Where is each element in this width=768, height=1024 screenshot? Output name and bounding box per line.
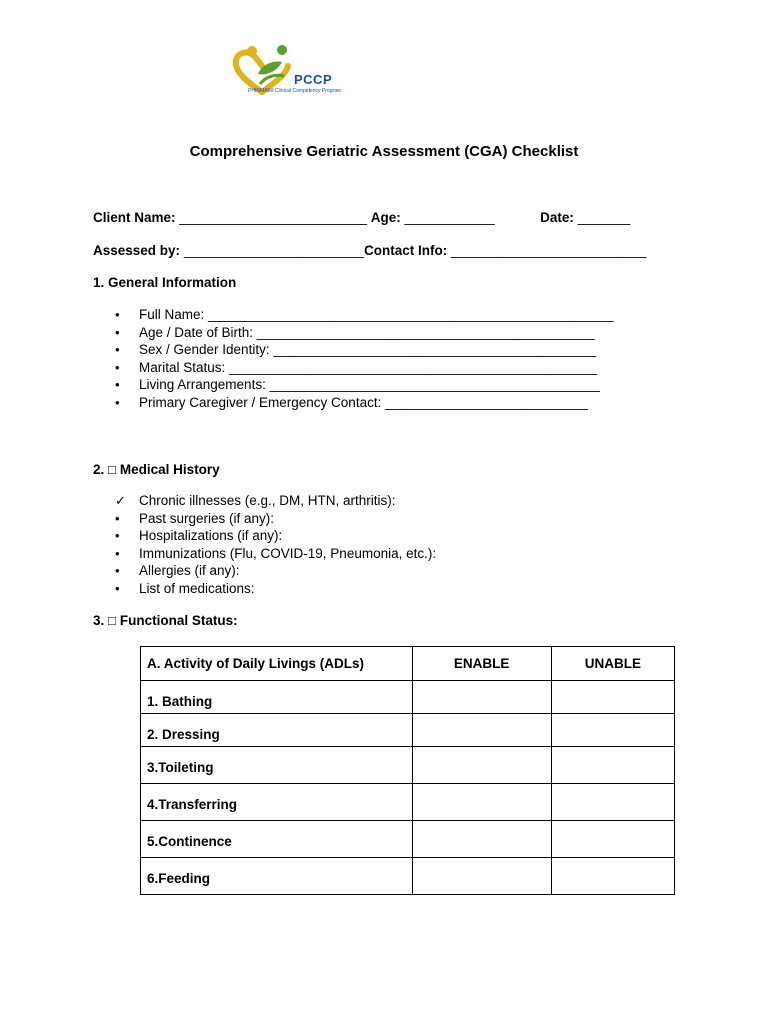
list-item: • Age / Date of Birth: _____________________________________________ [115, 324, 595, 340]
enable-cell[interactable] [412, 714, 551, 747]
contact-info-label: Contact Info: [364, 243, 448, 258]
enable-cell[interactable] [412, 821, 551, 858]
checkmark-icon: ✓ [115, 493, 126, 508]
table-header-row [141, 647, 675, 681]
age-label: Age: [370, 210, 401, 225]
list-item: • Sex / Gender Identity: ___________________________________________ [115, 342, 597, 358]
list-item: ✓ Chronic illnesses (e.g., DM, HTN, arthritis): [115, 493, 396, 508]
client-name-label: Client Name: [93, 210, 176, 225]
enable-header: ENABLE [412, 647, 551, 681]
list-item: • Allergies (if any): [115, 563, 240, 579]
bullet-icon: • [115, 377, 120, 393]
list-item: • Hospitalizations (if any): [115, 528, 283, 544]
unable-cell[interactable] [551, 858, 674, 895]
contact-info-field[interactable]: __________________________ [451, 243, 647, 258]
bullet-icon: • [115, 307, 120, 322]
table-row [141, 714, 675, 747]
enable-cell[interactable] [412, 681, 551, 714]
adl-item: 5.Continence [141, 821, 413, 858]
list-item: • Marital Status: _________________________________________________ [115, 359, 597, 375]
adl-table [140, 646, 675, 895]
enable-cell[interactable] [412, 858, 551, 895]
client-info-row [93, 210, 630, 225]
unable-cell[interactable] [551, 714, 674, 747]
table-row [141, 858, 675, 895]
assessor-row [93, 243, 646, 258]
table-row [141, 821, 675, 858]
unable-cell[interactable] [551, 784, 674, 821]
assessed-by-label: Assessed by: [93, 243, 181, 258]
bullet-icon: • [115, 394, 120, 410]
logo-text: PCCP [294, 72, 333, 87]
adl-item: 4.Transferring [141, 784, 413, 821]
bullet-icon: • [115, 324, 120, 340]
date-label: Date: [540, 210, 574, 225]
adl-item: 2. Dressing [141, 714, 413, 747]
bullet-icon: • [115, 563, 120, 579]
age-field[interactable]: ____________ [404, 210, 495, 225]
adl-item: 1. Bathing [141, 681, 413, 714]
table-row [141, 784, 675, 821]
unable-cell[interactable] [551, 681, 674, 714]
pccp-logo [232, 44, 402, 96]
unable-header: UNABLE [551, 647, 674, 681]
bullet-icon: • [115, 528, 120, 544]
client-name-field[interactable]: _________________________ [179, 210, 367, 225]
unable-cell[interactable] [551, 821, 674, 858]
logo-subtitle: PHINMAEd Clinical Competency Program [248, 88, 342, 94]
general-info-heading: 1. General Information [93, 275, 237, 290]
list-item: • List of medications: [115, 580, 255, 596]
list-item: • Immunizations (Flu, COVID-19, Pneumonia, etc.): [115, 545, 437, 561]
list-item: • Living Arrangements: ____________________________________________ [115, 377, 600, 393]
bullet-icon: • [115, 359, 120, 375]
general-info-list [93, 306, 613, 412]
bullet-icon: • [115, 342, 120, 358]
adl-item: 6.Feeding [141, 858, 413, 895]
bullet-icon: • [115, 510, 120, 526]
unable-cell[interactable] [551, 747, 674, 784]
bullet-icon: • [115, 545, 120, 561]
page-title: Comprehensive Geriatric Assessment (CGA) Checklist [189, 143, 579, 160]
functional-status-heading: 3. □ Functional Status: [93, 613, 238, 628]
list-item: • Full Name: ______________________________________________________ [115, 307, 614, 322]
list-item: • Primary Caregiver / Emergency Contact: ___________________________ [115, 394, 588, 410]
date-field[interactable]: _______ [577, 210, 631, 225]
table-row [141, 747, 675, 784]
adl-item: 3.Toileting [141, 747, 413, 784]
table-row [141, 681, 675, 714]
medical-history-list [93, 492, 436, 598]
adl-header: A. Activity of Daily Livings (ADLs) [141, 647, 413, 681]
bullet-icon: • [115, 580, 120, 596]
enable-cell[interactable] [412, 784, 551, 821]
list-item: • Past surgeries (if any): [115, 510, 275, 526]
enable-cell[interactable] [412, 747, 551, 784]
assessed-by-field[interactable]: ________________________ [183, 243, 365, 258]
medical-history-heading: 2. □ Medical History [93, 462, 220, 477]
